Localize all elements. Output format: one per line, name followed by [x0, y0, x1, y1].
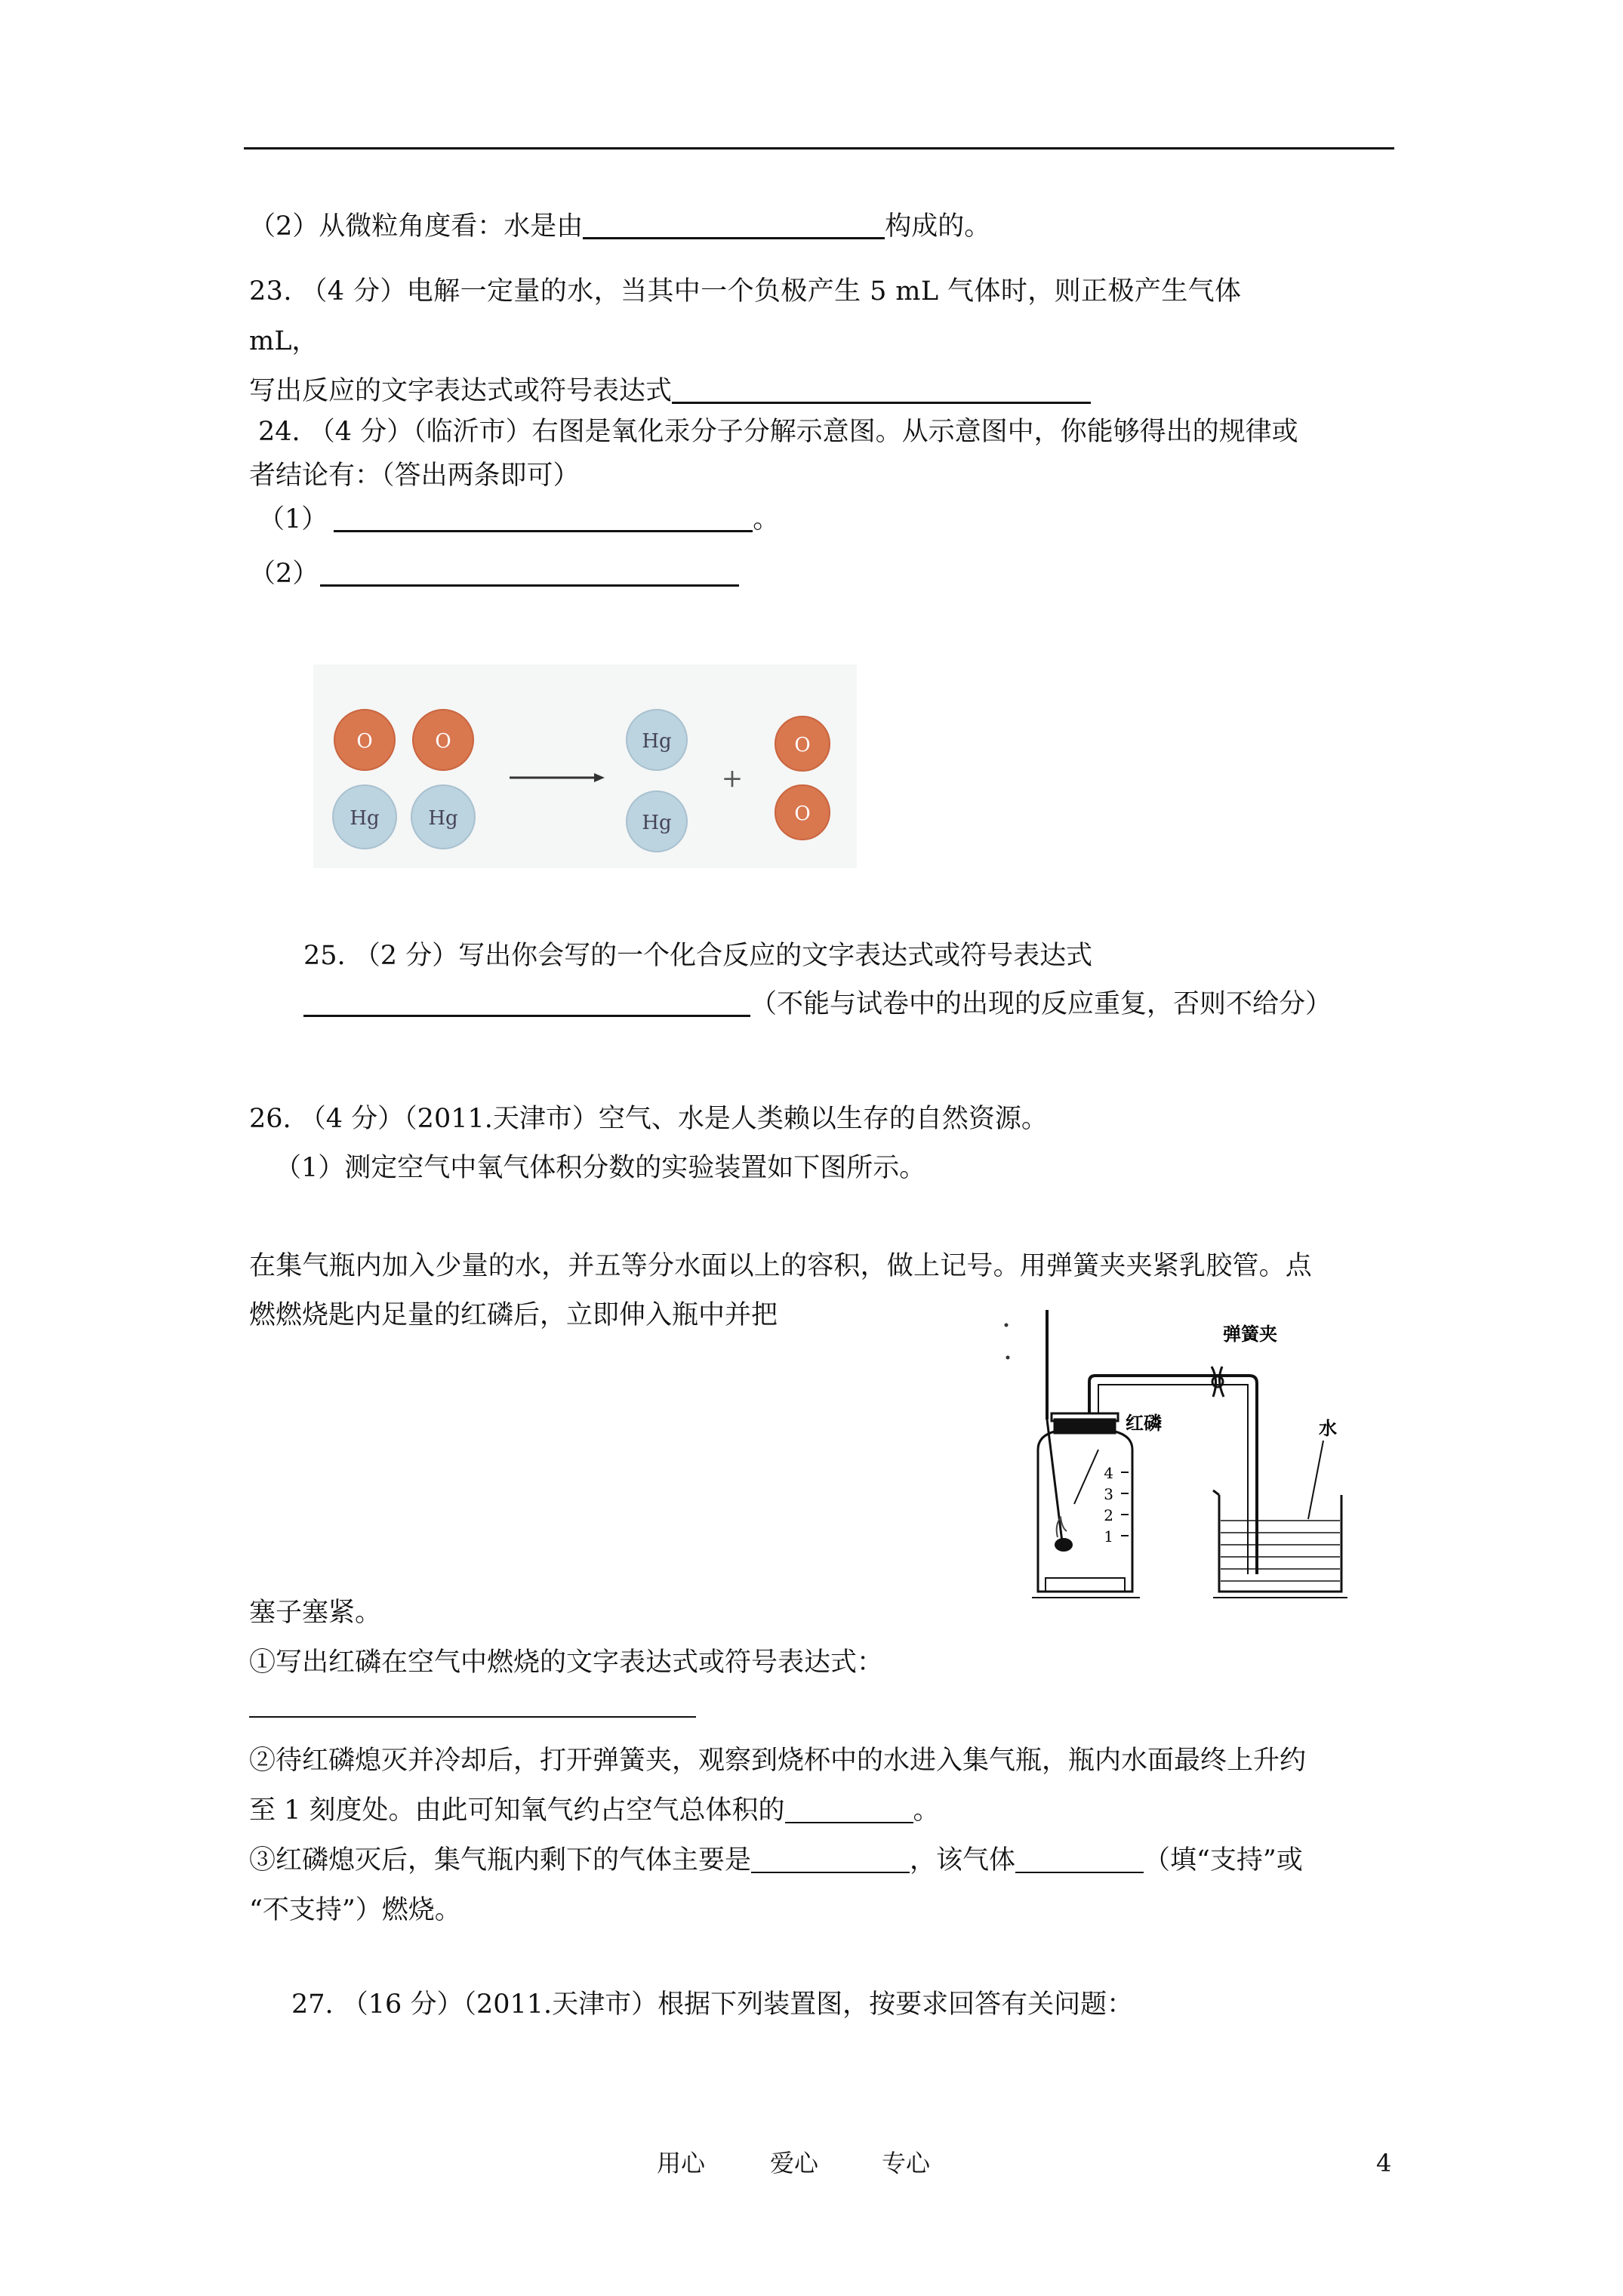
- footer-motto-2: 爱心: [770, 2149, 819, 2177]
- bottle-water-layer: [1046, 1578, 1125, 1592]
- scale-label: 4: [1104, 1464, 1113, 1482]
- q26-sub2-suffix: 。: [913, 1795, 940, 1826]
- hg-label: Hg: [350, 807, 380, 830]
- q26-line2: （1）测定空气中氧气体积分数的实验装置如下图所示。: [275, 1153, 926, 1183]
- oxygen-measurement-apparatus: [993, 1306, 1355, 1604]
- q23-line3-text: 写出反应的文字表达式或符号表达式: [249, 376, 673, 406]
- hg-label: Hg: [642, 730, 672, 753]
- answer-blank[interactable]: [303, 988, 750, 1017]
- q24-item2: [249, 557, 739, 590]
- q26-sub3-line2: “不支持”）燃烧。: [249, 1895, 461, 1925]
- answer-blank[interactable]: [583, 210, 885, 239]
- stopper-top: [1052, 1413, 1118, 1421]
- answer-blank[interactable]: [751, 1845, 910, 1873]
- q26-sub3-line1: [249, 1844, 1303, 1877]
- q23-line3: [249, 374, 1091, 408]
- footer-motto-1: 用心: [657, 2149, 706, 2177]
- answer-blank[interactable]: [320, 557, 739, 587]
- hgo-decomposition-diagram: [313, 664, 857, 868]
- q23-line2: mL，: [249, 326, 319, 356]
- red-phosphorus-icon: [1055, 1538, 1073, 1552]
- q25-line2: [303, 988, 1332, 1021]
- q24-item1-label: （1）: [258, 504, 328, 535]
- q26-sub1-answer: [249, 1688, 696, 1721]
- water-pointer: [1308, 1441, 1323, 1519]
- q26-line1: 26. （4 分）（2011.天津市）空气、水是人类赖以生存的自然资源。: [249, 1104, 1048, 1134]
- answer-blank[interactable]: [1015, 1845, 1144, 1873]
- clamp-label: 弹簧夹: [1223, 1323, 1277, 1345]
- o-label: O: [356, 730, 373, 753]
- o-label: O: [794, 803, 811, 825]
- speck: [1005, 1324, 1009, 1327]
- q26-para2: 燃燃烧匙内足量的红磷后，立即伸入瓶中并把: [249, 1300, 778, 1330]
- header-rule: [244, 147, 1394, 149]
- q26-para1: 在集气瓶内加入少量的水，并五等分水面以上的容积，做上记号。用弹簧夹夹紧乳胶管。点: [249, 1251, 1313, 1281]
- q24-item1-end: 。: [753, 504, 780, 535]
- phosphorus-pointer: [1074, 1450, 1098, 1504]
- q26-sub3-suffix: （填“支持”或: [1144, 1845, 1303, 1875]
- answer-blank[interactable]: [785, 1795, 913, 1823]
- q23-line1: 23. （4 分）电解一定量的水，当其中一个负极产生 5 mL 气体时，则正极产生气体: [249, 276, 1242, 307]
- water-label: 水: [1319, 1417, 1337, 1439]
- q26-sub2-prefix: 至 1 刻度处。由此可知氧气约占空气总体积的: [249, 1795, 785, 1826]
- page-number: 4: [1376, 2149, 1392, 2177]
- o-label: O: [794, 734, 811, 757]
- hg-label: Hg: [642, 812, 672, 834]
- q26-sub2-line2: [249, 1794, 940, 1827]
- plus-sign: +: [721, 763, 744, 794]
- answer-blank[interactable]: [334, 503, 753, 532]
- beaker-water: [1221, 1521, 1340, 1581]
- hg-label: Hg: [428, 807, 458, 830]
- q25-line1: 25. （2 分）写出你会写的一个化合反应的文字表达式或符号表达式: [303, 941, 1093, 971]
- footer-motto-3: 专心: [882, 2149, 931, 2177]
- o-label: O: [435, 730, 451, 753]
- q22-part2-prefix: （2）从微粒角度看：水是由: [249, 211, 584, 242]
- phosphorus-label: 红磷: [1126, 1412, 1162, 1434]
- q27-line1: 27. （16 分）（2011.天津市）根据下列装置图，按要求回答有关问题：: [291, 1989, 1134, 2020]
- scale-label: 3: [1104, 1485, 1113, 1503]
- burning-spoon-handle: [1047, 1419, 1062, 1542]
- q24-line1: 24. （4 分）（临沂市）右图是氧化汞分子分解示意图。从示意图中，你能够得出的规律或: [258, 417, 1298, 447]
- q26-sub3-mid: ，该气体: [910, 1845, 1016, 1875]
- figure-background: [313, 664, 857, 868]
- answer-blank[interactable]: [249, 1689, 696, 1718]
- beaker-lip: [1213, 1490, 1219, 1495]
- q26-sub1: ①写出红磷在空气中燃烧的文字表达式或符号表达式：: [249, 1647, 884, 1678]
- glass-tube-inner: [1098, 1385, 1248, 1574]
- q24-item2-label: （2）: [249, 559, 319, 589]
- q22-part2: [249, 210, 990, 243]
- q22-part2-suffix: 构成的。: [885, 211, 991, 242]
- beaker: [1219, 1495, 1341, 1592]
- q24-line2: 者结论有：（答出两条即可）: [249, 461, 580, 491]
- q26-para3: 塞子塞紧。: [249, 1598, 382, 1628]
- scale-label: 2: [1104, 1506, 1113, 1524]
- q25-line2-suffix: （不能与试卷中的出现的反应重复，否则不给分）: [750, 989, 1332, 1019]
- speck: [1006, 1356, 1010, 1360]
- scale-ticks: [1121, 1472, 1129, 1536]
- q26-sub2-line1: ②待红磷熄灭并冷却后，打开弹簧夹，观察到烧杯中的水进入集气瓶，瓶内水面最终上升约: [249, 1746, 1307, 1776]
- q26-sub3-prefix: ③红磷熄灭后，集气瓶内剩下的气体主要是: [249, 1845, 752, 1875]
- answer-blank[interactable]: [672, 374, 1091, 404]
- scale-label: 1: [1104, 1527, 1113, 1546]
- q24-item1: [258, 503, 779, 536]
